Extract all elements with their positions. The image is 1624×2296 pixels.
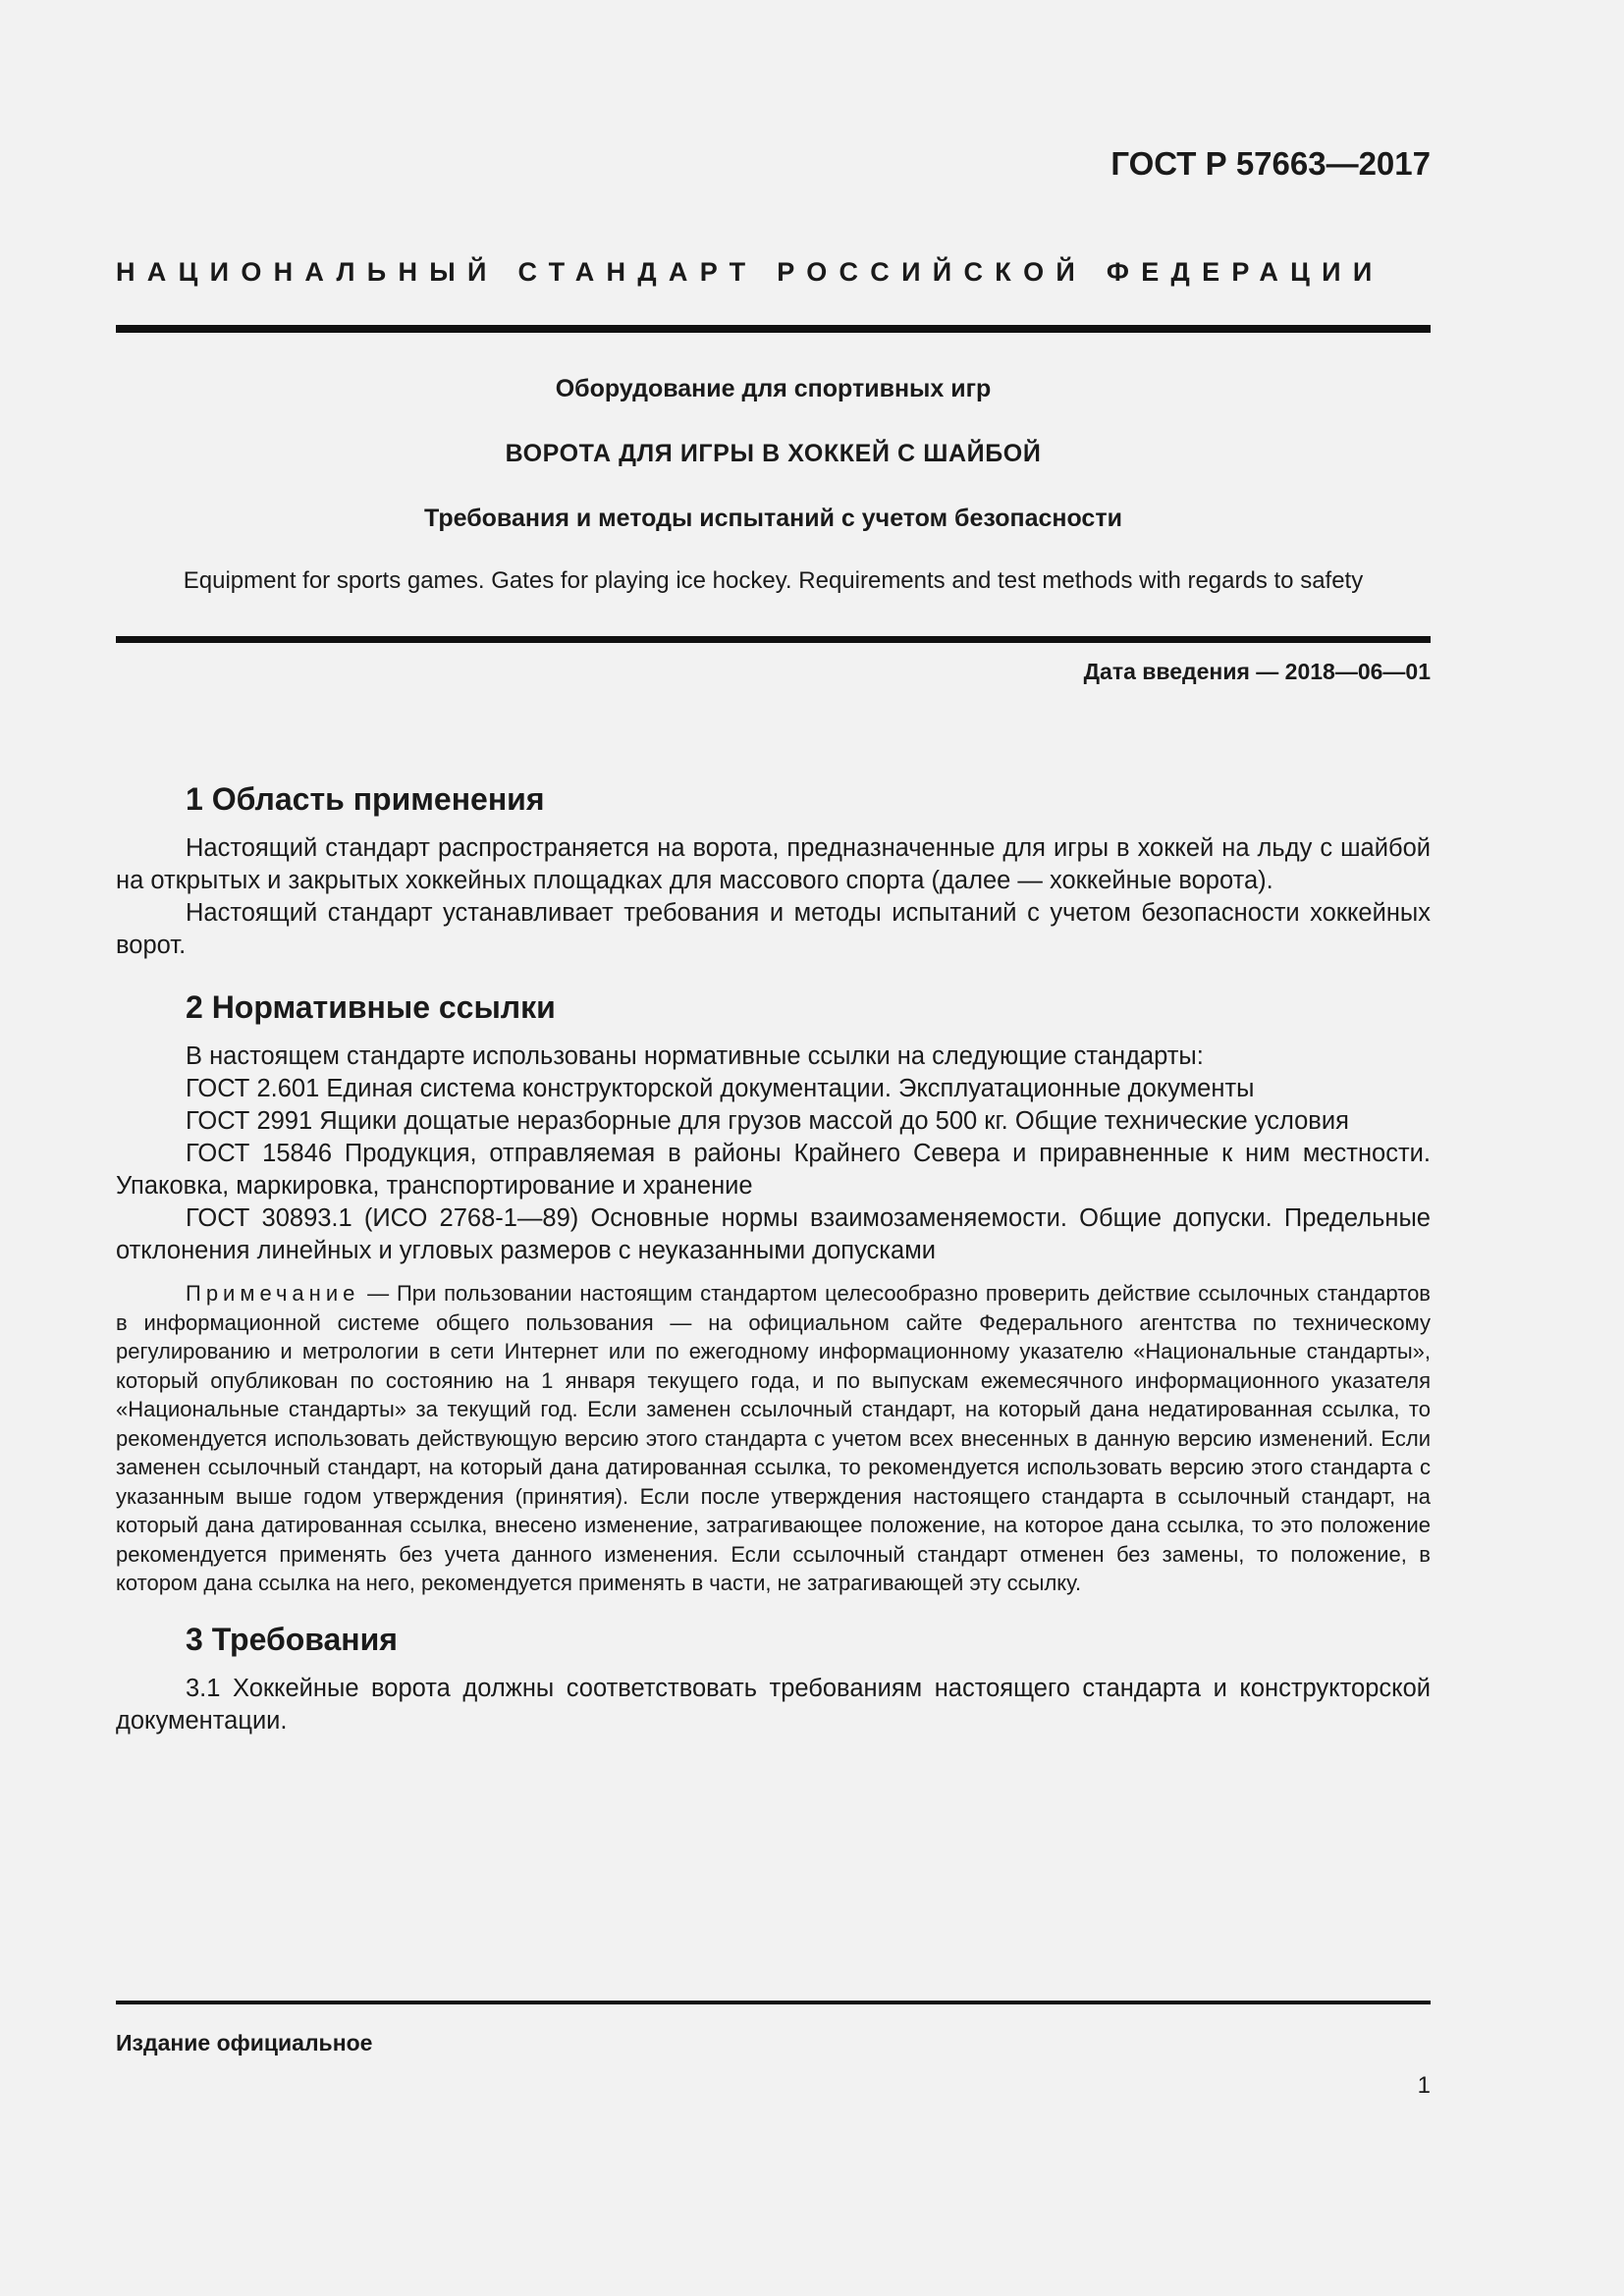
middle-divider (116, 636, 1431, 643)
normative-reference: ГОСТ 2991 Ящики дощатые неразборные для грузов массой до 500 кг. Общие технические условия (186, 1107, 1349, 1135)
official-edition-label: Издание официальное (116, 2030, 373, 2056)
note-paragraph (116, 1279, 1431, 1598)
page-number: 1 (1417, 2072, 1431, 2099)
section-2-paragraph: В настоящем стандарте использованы нормативные ссылки на следующие стандарты: (186, 1042, 1204, 1070)
note-text: — При пользовании настоящим стандартом целесообразно проверить действие ссылочных стандартов в информационной системе общего пользования — на официальном сайте Федерального агентства по техническому регулированию и метрологии в сети Интернет или по ежегодному информационному указателю «Национальные стандарты», который опубликован по состоянию на 1 января текущего года, и по выпускам ежемесячного информационного указателя «Национальные стандарты» за текущий год. Если заменен ссылочный стандарт, на который дана недатированная ссылка, то рекомендуется использовать действующую версию этого стандарта с учетом всех внесенных в данную версию изменений. Если заменен ссылочный стандарт, на который дана датированная ссылка, то рекомендуется использовать версию этого стандарта с указанным выше годом утверждения (принятия). Если после утверждения настоящего стандарта в ссылочный стандарт, на который дана датированная ссылка, внесено изменение, затрагивающее положение, на которое дана ссылка, то это положение рекомендуется применять без учета данного изменения. Если ссылочный стандарт отменен без замены, то положение, в котором дана ссылка на него, рекомендуется применять в части, не затрагивающей эту ссылку. (116, 1281, 1431, 1595)
section-2-heading: 2 Нормативные ссылки (186, 989, 556, 1025)
footer-divider (116, 2001, 1431, 2004)
document-body (116, 779, 1431, 1737)
top-divider (116, 325, 1431, 333)
normative-reference: ГОСТ 2.601 Единая система конструкторской документации. Эксплуатационные документы (186, 1075, 1255, 1102)
section-1-heading: 1 Область применения (186, 781, 545, 817)
section-1-paragraph: Настоящий стандарт устанавливает требования и методы испытаний с учетом безопасности хоккейных ворот. (116, 899, 1431, 959)
note-label: Примечание (186, 1281, 360, 1306)
section-3-heading: 3 Требования (186, 1621, 398, 1657)
section-1-paragraph: Настоящий стандарт распространяется на ворота, предназначенные для игры в хоккей на льду с шайбой на открытых и закрытых хоккейных площадках для массового спорта (далее — хоккейные ворота). (116, 834, 1431, 894)
title-line-1: Оборудование для спортивных игр (555, 375, 992, 402)
title-line-2: ВОРОТА ДЛЯ ИГРЫ В ХОККЕЙ С ШАЙБОЙ (505, 440, 1042, 467)
title-line-3: Требования и методы испытаний с учетом безопасности (424, 505, 1122, 532)
normative-reference: ГОСТ 15846 Продукция, отправляемая в районы Крайнего Севера и приравненные к ним местности. Упаковка, маркировка, транспортирование и хранение (116, 1140, 1431, 1200)
english-title: Equipment for sports games. Gates for playing ice hockey. Requirements and test methods with regards to safety (183, 567, 1364, 594)
note-block (116, 1279, 1431, 1598)
section-3-paragraph: 3.1 Хоккейные ворота должны соответствовать требованиям настоящего стандарта и конструкторской документации. (116, 1674, 1431, 1735)
introduction-date: Дата введения — 2018—06—01 (1083, 659, 1431, 684)
national-standard-banner: НАЦИОНАЛЬНЫЙ СТАНДАРТ РОССИЙСКОЙ ФЕДЕРАЦИИ (116, 257, 1384, 287)
normative-reference: ГОСТ 30893.1 (ИСО 2768-1—89) Основные нормы взаимозаменяемости. Общие допуски. Предельные отклонения линейных и угловых размеров с неуказанными допусками (116, 1204, 1431, 1264)
standard-code: ГОСТ Р 57663—2017 (1110, 145, 1431, 182)
